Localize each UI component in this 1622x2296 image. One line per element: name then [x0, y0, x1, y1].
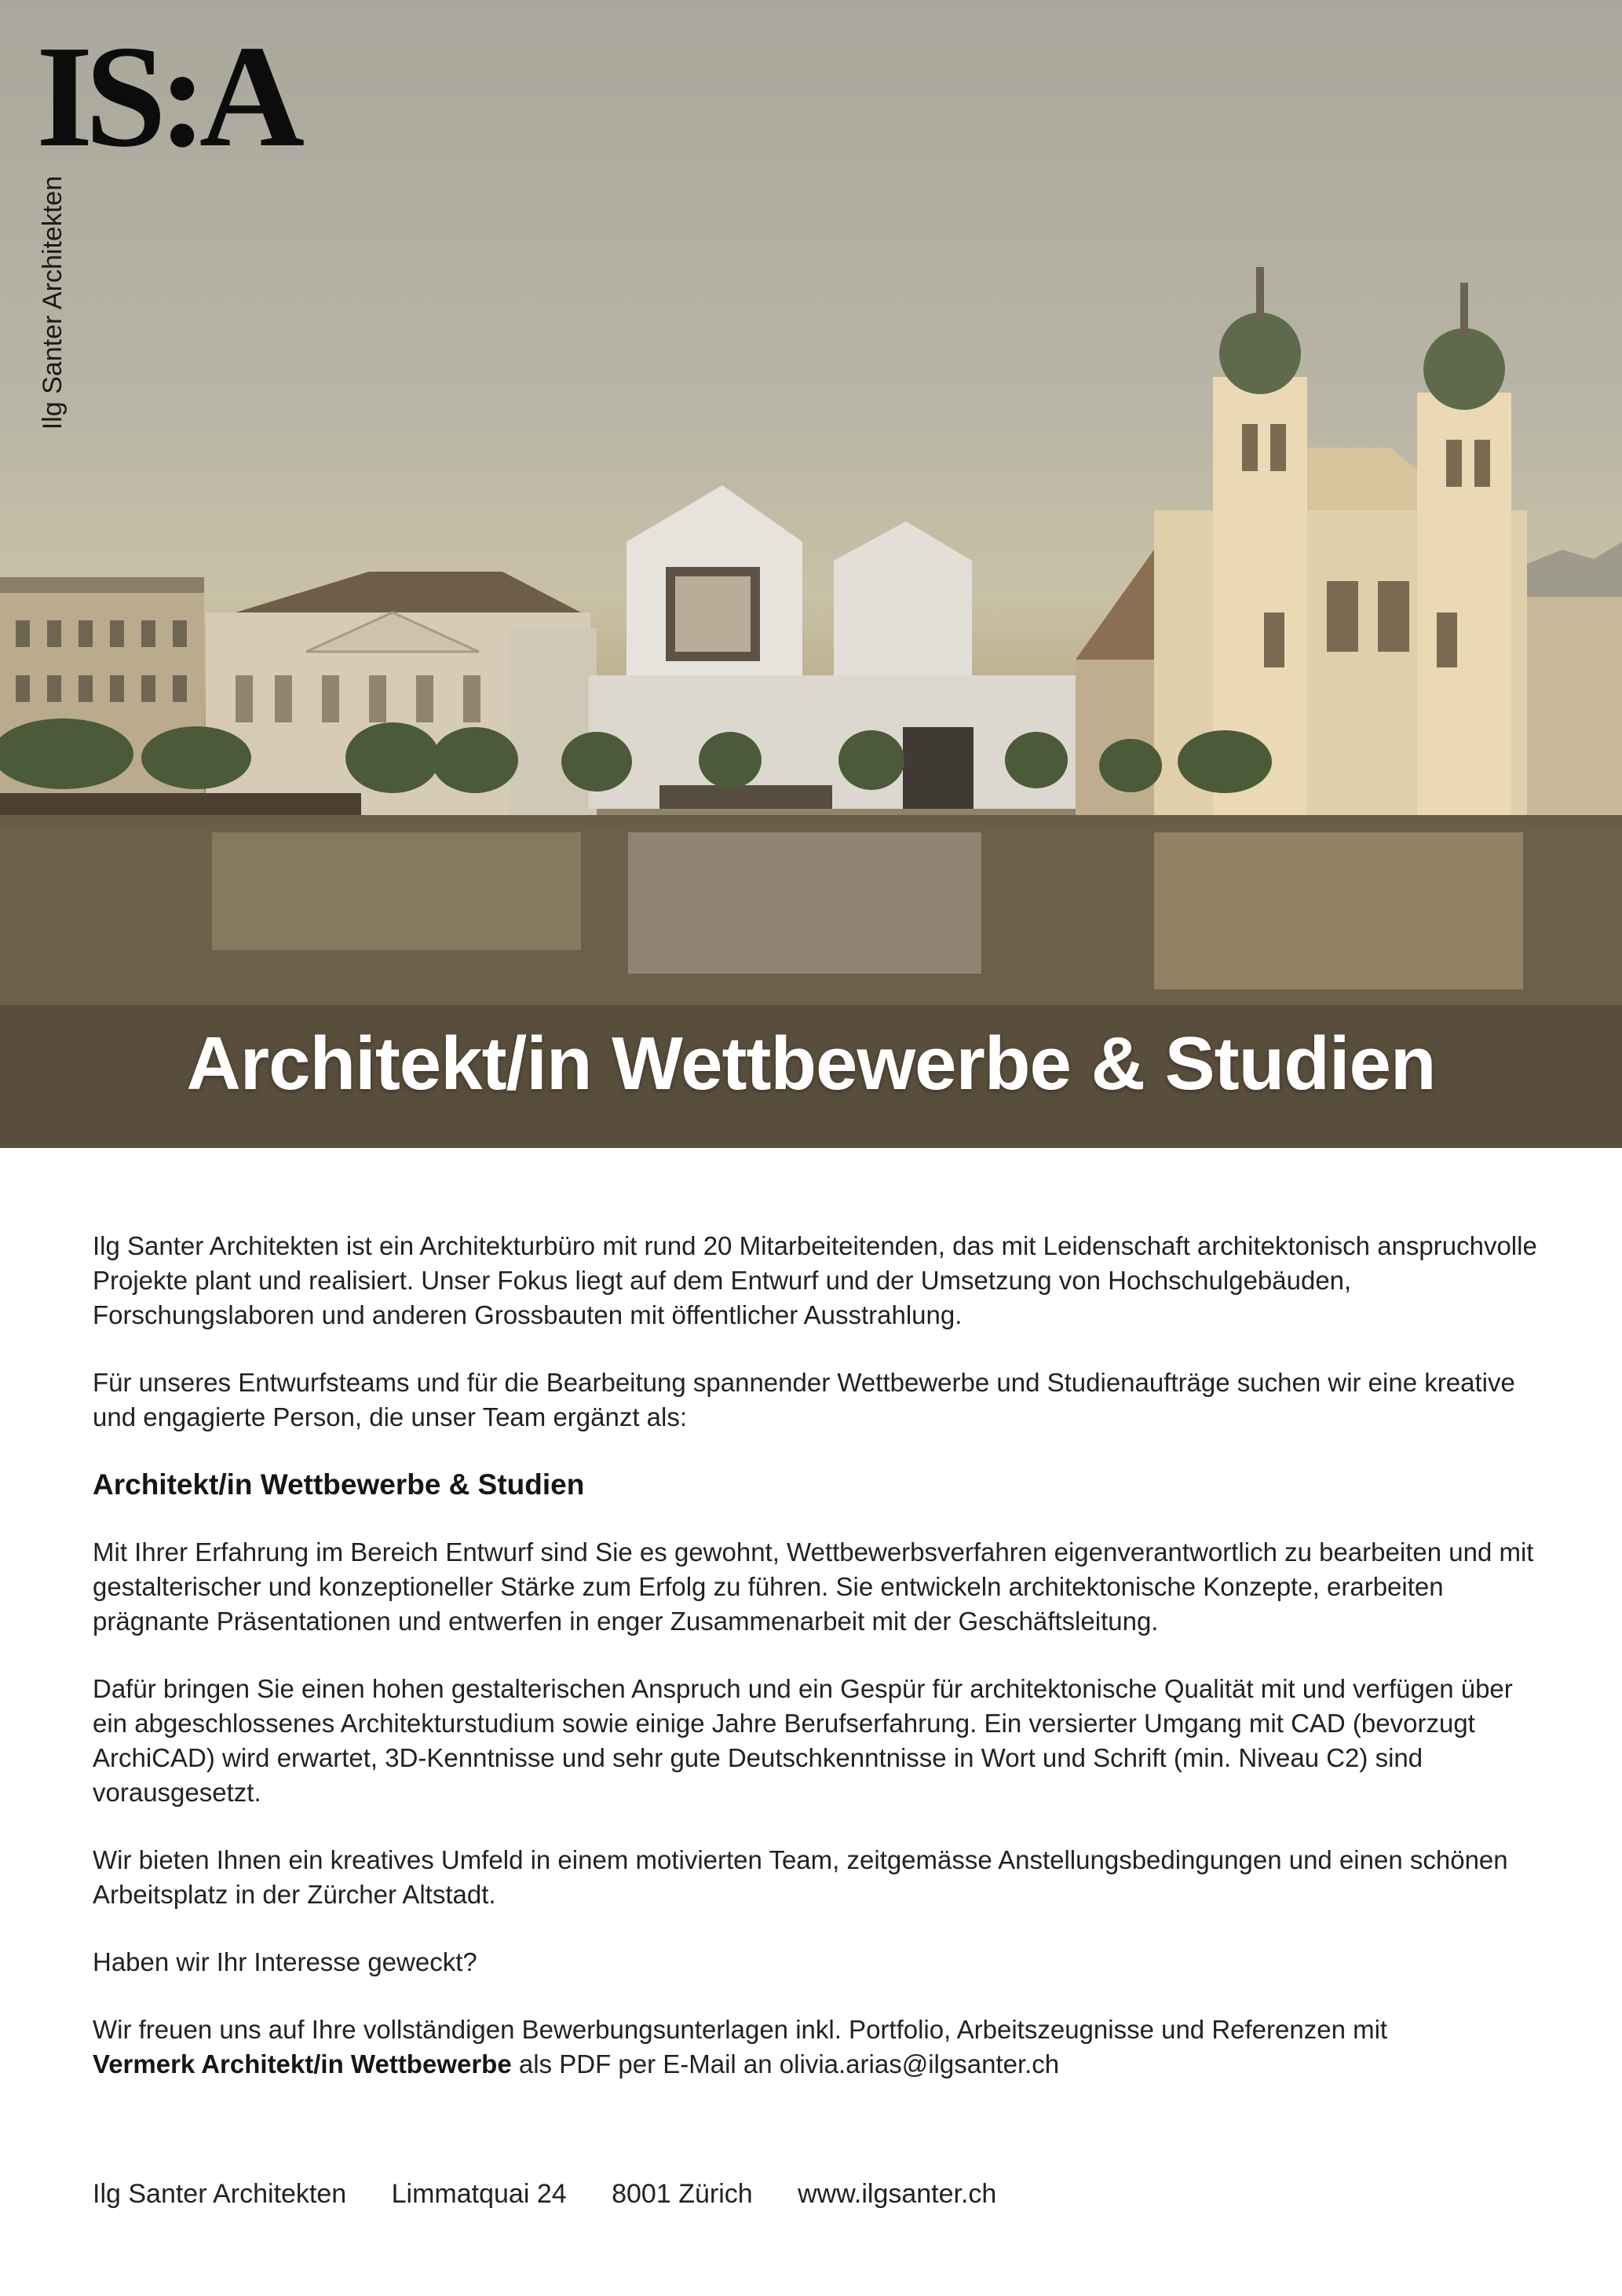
question-paragraph: Haben wir Ihr Interesse geweckt?	[93, 1947, 477, 1976]
position-title: Architekt/in Wettbewerbe & Studien	[93, 1468, 585, 1501]
footer-city: 8001 Zürich	[612, 2179, 753, 2209]
search-paragraph: Für unseres Entwurfsteams und für die Bearbeitung spannender Wettbewerbe und Studienaufträge suchen wir eine kreative und engagierte Person, die unser Team ergänzt als:	[93, 1368, 1515, 1431]
footer-street: Limmatquai 24	[391, 2179, 567, 2209]
footer	[93, 2177, 1034, 2211]
apply-suffix: als PDF per E-Mail an olivia.arias@ilgsanter.ch	[518, 2049, 1060, 2078]
tasks-paragraph: Mit Ihrer Erfahrung im Bereich Entwurf sind Sie es gewohnt, Wettbewerbsverfahren eigenverantwortlich zu bearbeiten und mit gestalterischer und konzeptioneller Stärke zum Erfolg zu führen. Sie entwickeln architektonische Konzepte, erarbeiten prägnante Präsentationen und entwerfen in enger Zusammenarbeit mit der Geschäftsleitung.	[93, 1537, 1534, 1636]
hero-title: Architekt/in Wettbewerbe & Studien	[186, 1022, 1436, 1106]
apply-prefix: Wir freuen uns auf Ihre vollständigen Bewerbungsunterlagen inkl. Portfolio, Arbeitszeugnisse und Referenzen mit	[93, 2015, 1388, 2044]
apply-bold: Vermerk Architekt/in Wettbewerbe	[93, 2049, 512, 2078]
footer-website-link[interactable]: www.ilgsanter.ch	[798, 2179, 997, 2209]
requirements-paragraph: Dafür bringen Sie einen hohen gestalterischen Anspruch und ein Gespür für architektonische Qualität mit und verfügen über ein abgeschlossenes Architekturstudium sowie einige Jahre Berufserfahrung. Ein versierter Umgang mit CAD (bevorzugt ArchiCAD) wird erwartet, 3D-Kenntnisse und sehr gute Deutschkenntnisse in Wort und Schrift (min. Niveau C2) sind vorausgesetzt.	[93, 1674, 1513, 1807]
apply-paragraph	[93, 2013, 1553, 2082]
job-description	[93, 1229, 1553, 2115]
footer-company: Ilg Santer Architekten	[93, 2179, 347, 2209]
vertical-company-name: Ilg Santer Architekten	[38, 176, 68, 430]
intro-paragraph: Ilg Santer Architekten ist ein Architekturbüro mit rund 20 Mitarbeiteitenden, das mit Leidenschaft architektonisch anspruchvolle Projekte plant und realisiert. Unser Fokus liegt auf dem Entwurf und der Umsetzung von Hochschulgebäuden, Forschungslaboren und anderen Grossbauten mit öffentlicher Ausstrahlung.	[93, 1231, 1537, 1329]
isa-logo: IS:A	[36, 16, 298, 177]
offer-paragraph: Wir bieten Ihnen ein kreatives Umfeld in einem motivierten Team, zeitgemässe Anstellungsbedingungen und einen schönen Arbeitsplatz in der Zürcher Altstadt.	[93, 1845, 1508, 1909]
